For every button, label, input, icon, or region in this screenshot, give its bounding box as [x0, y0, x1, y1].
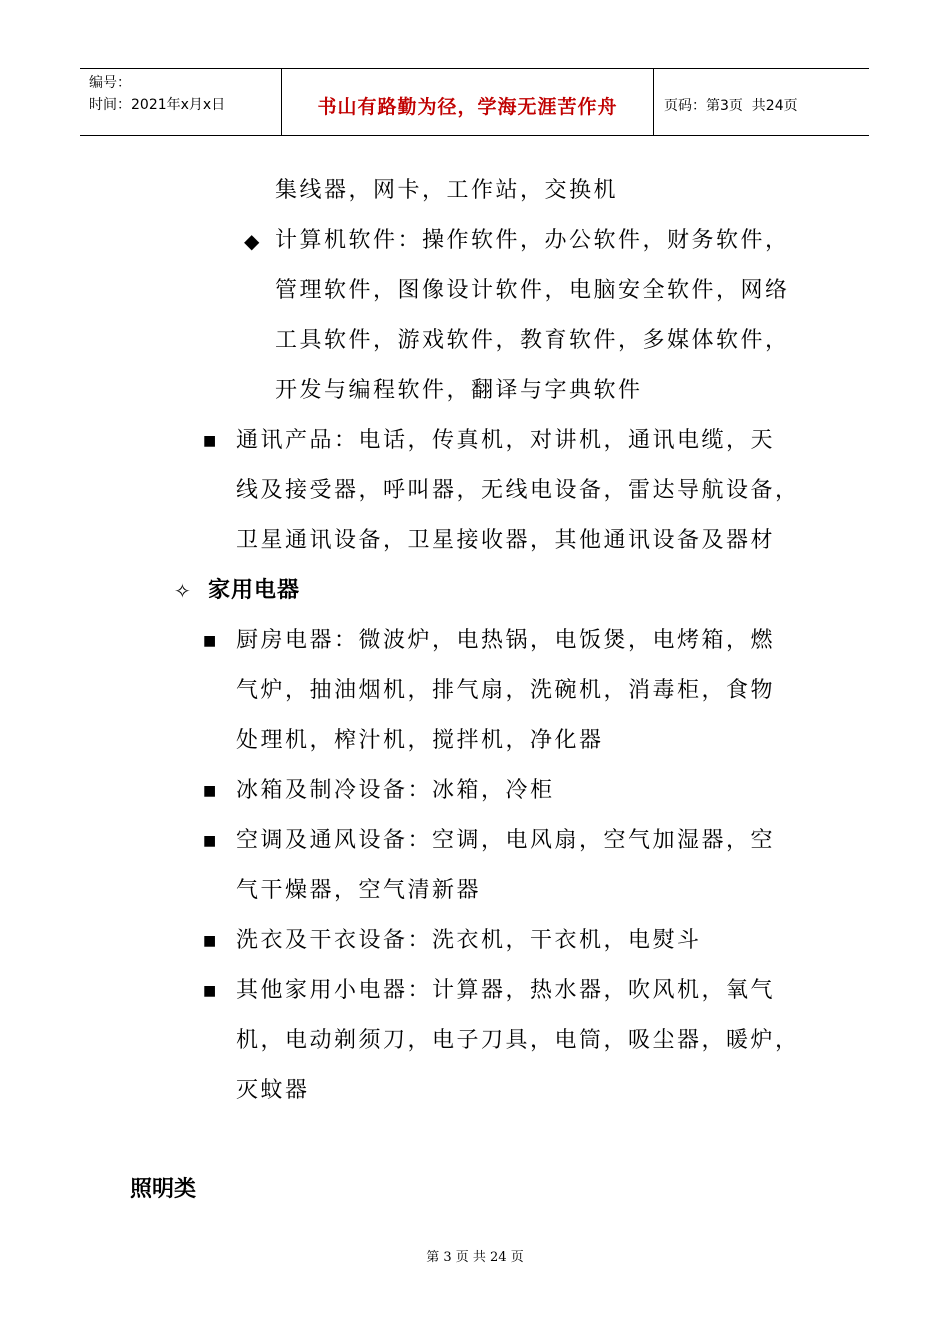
- text-line: 开发与编程软件，翻译与字典软件: [275, 378, 643, 403]
- text-line: 处理机，榨汁机，搅拌机，净化器: [236, 728, 604, 753]
- text-line: 洗衣及干衣设备：洗衣机，干衣机，电熨斗: [236, 928, 702, 953]
- page-footer: 第 3 页 共 24 页: [426, 1250, 524, 1265]
- header-page-info: 页码：第3页 共24页: [664, 98, 798, 114]
- diamond-bullet-icon: ◆: [244, 229, 260, 253]
- text-line: 机，电动剃须刀，电子刀具，电筒，吸尘器，暖炉，: [236, 1028, 800, 1053]
- page-header: [80, 68, 869, 136]
- document-number-label: 编号：: [89, 75, 131, 91]
- text-line: 工具软件，游戏软件，教育软件，多媒体软件，: [275, 328, 790, 353]
- square-bullet-icon: ■: [203, 783, 217, 799]
- text-line: 计算机软件：操作软件，办公软件，财务软件，: [275, 228, 790, 253]
- text-line: 管理软件，图像设计软件，电脑安全软件，网络: [275, 278, 790, 303]
- text-line: 灭蚊器: [236, 1078, 310, 1103]
- text-line: 空调及通风设备：空调，电风扇，空气加湿器，空: [236, 828, 776, 853]
- square-bullet-icon: ■: [203, 933, 217, 949]
- text-line: 线及接受器，呼叫器，无线电设备，雷达导航设备，: [236, 478, 800, 503]
- square-bullet-icon: ■: [203, 433, 217, 449]
- header-meta-cell: [80, 69, 282, 135]
- section-heading: 照明类: [130, 1177, 197, 1202]
- text-line: 其他家用小电器：计算器，热水器，吹风机，氧气: [236, 978, 776, 1003]
- square-bullet-icon: ■: [203, 633, 217, 649]
- star-bullet-icon: ✧: [174, 579, 191, 603]
- text-line: 厨房电器：微波炉，电热锅，电饭煲，电烤箱，燃: [236, 628, 776, 653]
- square-bullet-icon: ■: [203, 983, 217, 999]
- text-line: 气干燥器，空气清新器: [236, 878, 482, 903]
- text-line: 卫星通讯设备，卫星接收器，其他通讯设备及器材: [236, 528, 776, 553]
- subsection-heading: 家用电器: [208, 578, 301, 603]
- square-bullet-icon: ■: [203, 833, 217, 849]
- text-line: 集线器，网卡，工作站，交换机: [275, 178, 619, 203]
- document-time-label: 时间：2021年x月x日: [89, 97, 226, 113]
- header-motto: 书山有路勤为径，学海无涯苦作舟: [282, 69, 654, 135]
- text-line: 冰箱及制冷设备：冰箱，冷柜: [236, 778, 555, 803]
- text-line: 通讯产品：电话，传真机，对讲机，通讯电缆，天: [236, 428, 776, 453]
- text-line: 气炉，抽油烟机，排气扇，洗碗机，消毒柜，食物: [236, 678, 776, 703]
